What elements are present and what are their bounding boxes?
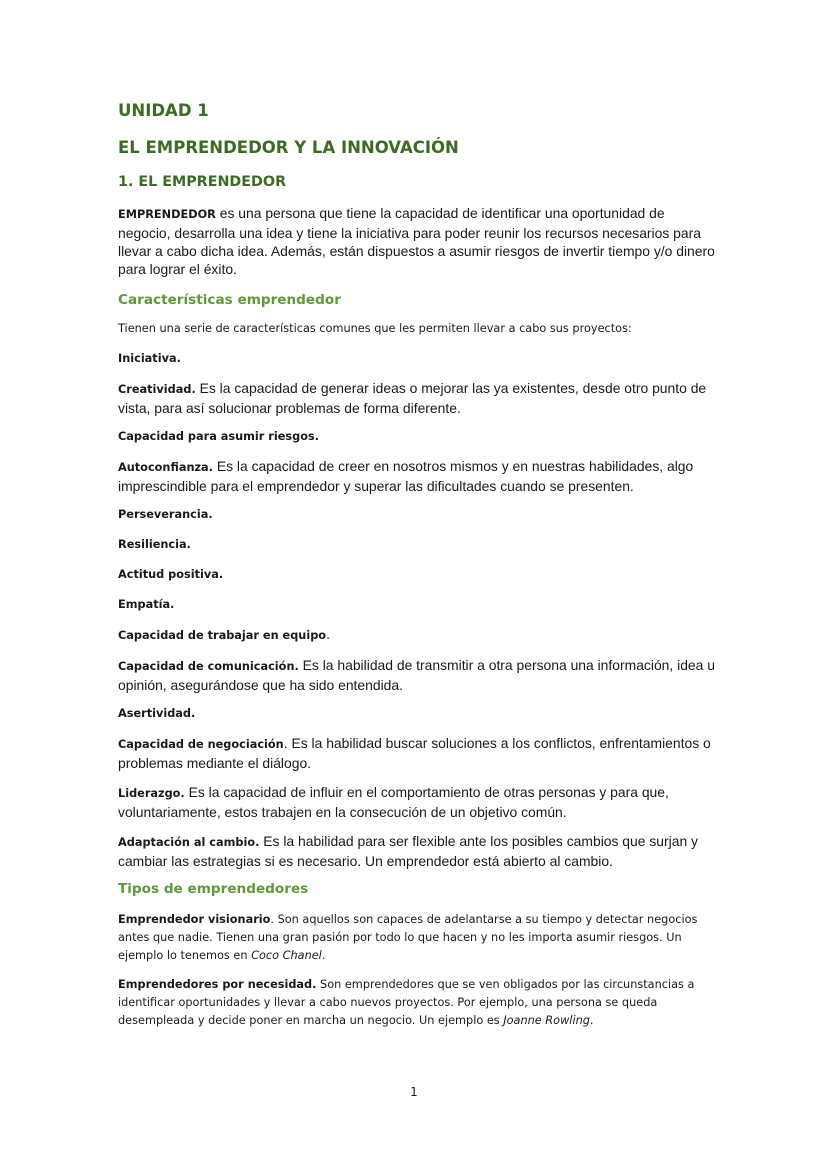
characteristic-item [118, 379, 718, 417]
characteristic-item: Asertividad. [118, 707, 196, 720]
characteristic-item [118, 625, 718, 645]
intro-paragraph [118, 204, 718, 278]
characteristic-text: Es la capacidad de generar ideas o mejorar las ya existentes, desde otro punto de vista, para así solucionar problemas de forma diferente. [118, 380, 707, 416]
characteristic-text: Es la habilidad de transmitir a otra persona una información, idea u opinión, asegurándose que ha sido entendida. [118, 657, 715, 693]
characteristic-term: Capacidad de trabajar en equipo [118, 629, 327, 642]
type-term: Emprendedor visionario [118, 913, 271, 926]
characteristic-item: Perseverancia. [118, 508, 213, 521]
characteristic-term: Creatividad. [118, 383, 196, 396]
type-end: . [589, 1014, 594, 1027]
characteristic-text: Es la habilidad para ser flexible ante los posibles cambios que surjan y cambiar las estrategias si es necesario. Un emprendedor está abierto al cambio. [118, 833, 698, 869]
characteristic-item [118, 457, 718, 495]
characteristic-item [118, 832, 718, 870]
characteristic-item: Iniciativa. [118, 352, 181, 365]
characteristics-lead: Tienen una serie de características comunes que les permiten llevar a cabo sus proyectos: [118, 322, 632, 335]
unit-label: UNIDAD 1 [118, 101, 209, 120]
type-end: . [321, 949, 326, 962]
type-example: Joanne Rowling [503, 1014, 590, 1027]
characteristic-term: Adaptación al cambio. [118, 836, 260, 849]
characteristic-text: . Es la habilidad buscar soluciones a los conflictos, enfrentamientos o problemas mediante el diálogo. [118, 735, 711, 771]
type-example: Coco Chanel [251, 949, 322, 962]
characteristic-term: Autoconfianza. [118, 461, 213, 474]
characteristic-term: Capacidad de negociación [118, 738, 284, 751]
characteristic-item [118, 656, 718, 694]
type-item [118, 911, 718, 965]
document-page [118, 98, 718, 1030]
characteristic-text: Es la capacidad de creer en nosotros mismos y en nuestras habilidades, algo imprescindible para el emprendedor y superar las dificultades cuando se presenten. [118, 458, 694, 494]
characteristic-term: Liderazgo. [118, 787, 185, 800]
characteristic-item: Empatía. [118, 598, 175, 611]
type-text: . Son aquellos son capaces de adelantarse a su tiempo y detectar negocios antes que nadie. Tienen una gran pasión por todo lo que hacen y no les importa asumir riesgos. Un ejemplo lo tenemos en [118, 913, 698, 962]
characteristic-item: Resiliencia. [118, 538, 191, 551]
characteristics-heading: Características emprendedor [118, 292, 341, 308]
characteristic-term: Capacidad de comunicación. [118, 660, 299, 673]
characteristic-item: Actitud positiva. [118, 568, 224, 581]
unit-title: EL EMPRENDEDOR Y LA INNOVACIÓN [118, 138, 459, 157]
page-number: 1 [410, 1085, 418, 1099]
characteristic-item [118, 734, 718, 772]
characteristic-item [118, 783, 718, 821]
section-title: 1. EL EMPRENDEDOR [118, 174, 287, 190]
intro-text: es una persona que tiene la capacidad de identificar una oportunidad de negocio, desarrolla una idea y tiene la iniciativa para poder reunir los recursos necesarios para llevar a cabo dicha idea. Además, están dispuestos a asumir riesgos de invertir tiempo y/o dinero para lograr el éxito. [118, 205, 715, 277]
type-text: Son emprendedores que se ven obligados por las circunstancias a identificar oportunidades y llevar a cabo nuevos proyectos. Por ejemplo, una persona se queda desempleada y decide poner en marcha un negocio. Un ejemplo es [118, 978, 695, 1027]
characteristic-item: Capacidad para asumir riesgos. [118, 430, 319, 443]
characteristic-text: . [326, 626, 330, 642]
type-item [118, 976, 718, 1030]
intro-term: EMPRENDEDOR [118, 208, 216, 221]
type-term: Emprendedores por necesidad. [118, 978, 317, 991]
characteristic-text: Es la capacidad de influir en el comportamiento de otras personas y para que, voluntariamente, estos trabajen en la consecución de un objetivo común. [118, 784, 669, 820]
types-heading: Tipos de emprendedores [118, 881, 309, 897]
